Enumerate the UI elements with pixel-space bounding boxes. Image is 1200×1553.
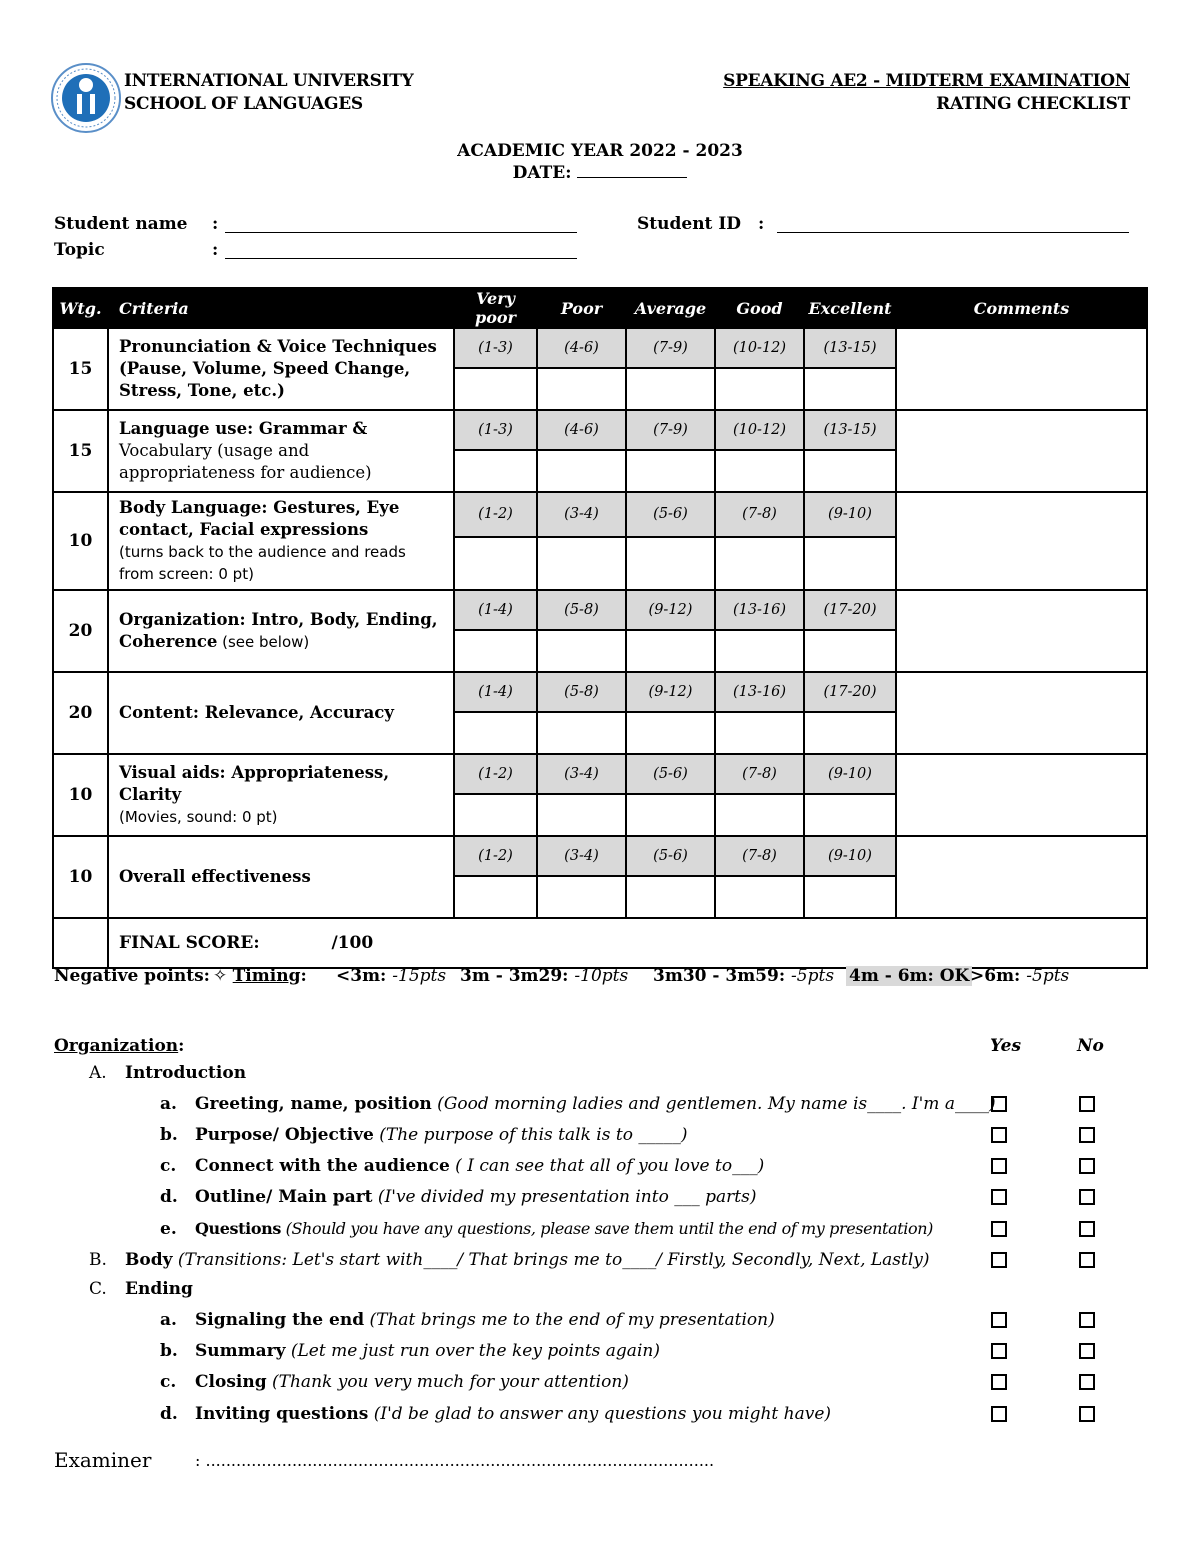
no-checkbox[interactable]	[1079, 1406, 1095, 1422]
examiner-field[interactable]: : ....................................................................................................	[195, 1451, 715, 1470]
item-label: Summary	[195, 1341, 286, 1361]
yes-checkbox[interactable]	[991, 1221, 1007, 1237]
final-score-max: /100	[331, 933, 374, 953]
organization-title-text: Organization	[54, 1036, 179, 1056]
section-b-title: Body	[125, 1250, 173, 1270]
score-cell[interactable]	[454, 630, 537, 672]
yes-checkbox[interactable]	[991, 1343, 1007, 1359]
date-label: DATE:	[512, 163, 572, 183]
student-name-label: Student name	[54, 214, 188, 234]
range-very-poor: (1-3)	[454, 328, 537, 368]
range-very-poor: (1-4)	[454, 590, 537, 630]
score-cell[interactable]	[537, 368, 626, 410]
comment-cell[interactable]	[896, 672, 1147, 754]
negative-points-label: Negative points:	[54, 966, 210, 986]
range-excellent: (9-10)	[804, 492, 896, 537]
timing-over-6m-range: >6m:	[970, 966, 1027, 986]
section-b	[125, 1250, 930, 1270]
row-weight: 20	[53, 672, 108, 754]
score-cell[interactable]	[715, 450, 804, 492]
no-checkbox[interactable]	[1079, 1189, 1095, 1205]
range-very-poor: (1-2)	[454, 754, 537, 794]
score-cell[interactable]	[626, 368, 715, 410]
student-id-colon: :	[758, 214, 765, 234]
university-logo	[50, 62, 122, 134]
item-example: ( I can see that all of you love to___)	[449, 1156, 765, 1176]
comment-cell[interactable]	[896, 410, 1147, 492]
no-checkbox[interactable]	[1079, 1221, 1095, 1237]
table-row	[53, 328, 1147, 368]
range-good: (13-16)	[715, 672, 804, 712]
no-checkbox[interactable]	[1079, 1343, 1095, 1359]
date-row	[0, 163, 1200, 183]
item-label: Greeting, name, position	[195, 1094, 432, 1114]
table-row	[53, 672, 1147, 712]
range-poor: (5-8)	[537, 672, 626, 712]
row-criteria	[108, 672, 454, 754]
section-a-title: Introduction	[125, 1063, 247, 1083]
exam-prefix: SPEAKING AE2 -	[723, 71, 886, 91]
range-average: (9-12)	[626, 672, 715, 712]
no-checkbox[interactable]	[1079, 1312, 1095, 1328]
topic-field[interactable]	[225, 258, 577, 259]
final-score-cell[interactable]	[108, 918, 1147, 968]
row-weight: 10	[53, 492, 108, 590]
criteria-note: (see below)	[217, 633, 310, 651]
score-cell[interactable]	[454, 537, 537, 590]
school-name: SCHOOL OF LANGUAGES	[124, 94, 363, 114]
range-very-poor: (1-4)	[454, 672, 537, 712]
header-criteria: Criteria	[108, 288, 454, 328]
yes-checkbox[interactable]	[991, 1158, 1007, 1174]
range-average: (5-6)	[626, 754, 715, 794]
criteria-note: (turns back to the audience and reads from screen: 0 pt)	[119, 543, 406, 583]
list-item	[195, 1094, 996, 1114]
range-excellent: (9-10)	[804, 754, 896, 794]
comment-cell[interactable]	[896, 492, 1147, 590]
score-cell[interactable]	[626, 630, 715, 672]
range-excellent: (17-20)	[804, 672, 896, 712]
item-label: Inviting questions	[195, 1404, 369, 1424]
score-cell[interactable]	[804, 537, 896, 590]
list-item	[195, 1341, 660, 1361]
comment-cell[interactable]	[896, 836, 1147, 918]
yes-checkbox[interactable]	[991, 1252, 1007, 1268]
topic-label: Topic	[54, 240, 105, 260]
score-cell[interactable]	[537, 794, 626, 836]
score-cell[interactable]	[537, 876, 626, 918]
score-cell[interactable]	[537, 630, 626, 672]
header-comments: Comments	[896, 288, 1147, 328]
item-example: (I've divided my presentation into ___ parts)	[372, 1187, 757, 1207]
row-weight: 10	[53, 754, 108, 836]
list-item	[195, 1156, 764, 1176]
score-cell[interactable]	[804, 450, 896, 492]
range-good: (7-8)	[715, 754, 804, 794]
academic-year: ACADEMIC YEAR 2022 - 2023	[457, 141, 743, 161]
list-item	[195, 1125, 687, 1145]
table-row	[53, 836, 1147, 876]
score-cell[interactable]	[626, 876, 715, 918]
score-cell[interactable]	[454, 450, 537, 492]
score-cell[interactable]	[804, 368, 896, 410]
range-average: (5-6)	[626, 836, 715, 876]
table-row	[53, 754, 1147, 794]
score-cell[interactable]	[715, 630, 804, 672]
comment-cell[interactable]	[896, 328, 1147, 410]
row-criteria	[108, 754, 454, 836]
item-letter: b.	[160, 1341, 178, 1361]
final-score-row	[53, 918, 1147, 968]
yes-checkbox[interactable]	[991, 1127, 1007, 1143]
header-good: Good	[715, 288, 804, 328]
criteria-bold: Language use: Grammar &	[119, 419, 368, 438]
score-cell[interactable]	[626, 794, 715, 836]
timing-3m	[460, 966, 628, 986]
exam-midterm: MIDTERM	[885, 71, 984, 91]
list-item	[195, 1187, 756, 1207]
yes-checkbox[interactable]	[991, 1312, 1007, 1328]
row-criteria	[108, 590, 454, 672]
header-average: Average	[626, 288, 715, 328]
examiner-label: Examiner	[54, 1448, 152, 1472]
range-poor: (5-8)	[537, 590, 626, 630]
item-letter: a.	[160, 1094, 177, 1114]
score-cell[interactable]	[454, 794, 537, 836]
no-checkbox[interactable]	[1079, 1252, 1095, 1268]
range-average: (7-9)	[626, 410, 715, 450]
score-cell[interactable]	[804, 876, 896, 918]
timing-over-6m	[970, 966, 1069, 986]
org-name: INTERNATIONAL UNIVERSITY	[124, 71, 414, 91]
item-example: (The purpose of this talk is to _____)	[373, 1125, 688, 1145]
header-excellent: Excellent	[804, 288, 896, 328]
range-excellent: (13-15)	[804, 410, 896, 450]
yes-checkbox[interactable]	[991, 1374, 1007, 1390]
range-average: (5-6)	[626, 492, 715, 537]
score-cell[interactable]	[804, 630, 896, 672]
organization-title: Organization:	[54, 1036, 185, 1056]
item-label: Questions	[195, 1219, 281, 1238]
list-item	[195, 1219, 933, 1238]
section-b-letter: B.	[89, 1250, 107, 1270]
comment-cell[interactable]	[896, 754, 1147, 836]
no-checkbox[interactable]	[1079, 1158, 1095, 1174]
exam-title	[723, 71, 1130, 91]
range-very-poor: (1-3)	[454, 410, 537, 450]
final-score-label: FINAL SCORE:	[119, 933, 260, 953]
timing-3m-range: 3m - 3m29:	[460, 966, 575, 986]
timing-3m-penalty: -10pts	[574, 966, 629, 986]
timing-under-3m	[336, 966, 446, 986]
criteria-bold: Organization: Intro, Body, Ending, Coherence	[119, 610, 438, 651]
row-criteria	[108, 410, 454, 492]
no-header: No	[1077, 1036, 1104, 1056]
yes-checkbox[interactable]	[991, 1096, 1007, 1112]
range-good: (7-8)	[715, 836, 804, 876]
header-poor: Poor	[537, 288, 626, 328]
item-example: (Thank you very much for your attention)	[266, 1372, 629, 1392]
timing-over-6m-penalty: -5pts	[1026, 966, 1070, 986]
range-average: (7-9)	[626, 328, 715, 368]
criteria-bold: Overall effectiveness	[119, 867, 311, 886]
item-label: Outline/ Main part	[195, 1187, 373, 1207]
timing-colon: :	[300, 966, 307, 986]
row-weight: 20	[53, 590, 108, 672]
timing-label	[213, 966, 307, 986]
item-letter: d.	[160, 1404, 178, 1424]
criteria-bold: Pronunciation & Voice Techniques (Pause, Volume, Speed Change, Stress, Tone, etc.)	[119, 337, 437, 400]
item-letter: c.	[160, 1156, 177, 1176]
item-example: (I'd be glad to answer any questions you might have)	[368, 1404, 832, 1424]
score-cell[interactable]	[454, 712, 537, 754]
score-cell[interactable]	[715, 876, 804, 918]
range-good: (7-8)	[715, 492, 804, 537]
row-weight: 15	[53, 410, 108, 492]
item-letter: e.	[160, 1219, 177, 1239]
range-average: (9-12)	[626, 590, 715, 630]
timing-ok	[846, 966, 972, 986]
score-cell[interactable]	[715, 712, 804, 754]
score-cell[interactable]	[715, 794, 804, 836]
item-letter: a.	[160, 1310, 177, 1330]
timing-under-3m-penalty: -15pts	[392, 966, 447, 986]
range-poor: (3-4)	[537, 754, 626, 794]
score-cell[interactable]	[537, 712, 626, 754]
row-criteria	[108, 836, 454, 918]
exam-suffix: EXAMINATION	[983, 71, 1130, 91]
header-very-poor: Very poor	[454, 288, 537, 328]
score-cell[interactable]	[715, 368, 804, 410]
score-cell[interactable]	[454, 876, 537, 918]
student-name-field[interactable]	[225, 232, 577, 233]
section-a-letter: A.	[89, 1063, 107, 1083]
table-header-row	[53, 288, 1147, 328]
student-name-colon: :	[212, 214, 219, 234]
item-label: Purpose/ Objective	[195, 1125, 374, 1145]
timing-text: Timing	[232, 966, 301, 986]
section-c-letter: C.	[89, 1279, 107, 1299]
item-label: Connect with the audience	[195, 1156, 450, 1176]
exam-subtitle: RATING CHECKLIST	[936, 94, 1130, 114]
score-cell[interactable]	[537, 450, 626, 492]
score-cell[interactable]	[804, 712, 896, 754]
row-weight: 15	[53, 328, 108, 410]
criteria-note: Vocabulary (usage and appropriateness for audience)	[119, 441, 372, 482]
score-cell[interactable]	[454, 368, 537, 410]
topic-colon: :	[212, 240, 219, 260]
item-label: Signaling the end	[195, 1310, 365, 1330]
no-checkbox[interactable]	[1079, 1127, 1095, 1143]
table-row	[53, 410, 1147, 450]
item-letter: b.	[160, 1125, 178, 1145]
section-c-title: Ending	[125, 1279, 193, 1299]
range-good: (10-12)	[715, 410, 804, 450]
range-poor: (4-6)	[537, 410, 626, 450]
list-item	[195, 1310, 775, 1330]
row-criteria	[108, 328, 454, 410]
range-poor: (3-4)	[537, 836, 626, 876]
list-item	[195, 1372, 629, 1392]
item-label: Closing	[195, 1372, 267, 1392]
diamond-icon: ✧	[213, 966, 228, 986]
item-example: (Let me just run over the key points again)	[285, 1341, 660, 1361]
student-id-field[interactable]	[777, 232, 1129, 233]
range-excellent: (9-10)	[804, 836, 896, 876]
score-cell[interactable]	[626, 712, 715, 754]
no-checkbox[interactable]	[1079, 1096, 1095, 1112]
range-poor: (4-6)	[537, 328, 626, 368]
section-b-example: (Transitions: Let's start with____/ That brings me to____/ Firstly, Secondly, Next, Lastly)	[172, 1250, 930, 1270]
timing-3m30-penalty: -5pts	[791, 966, 835, 986]
header-wtg: Wtg.	[53, 288, 108, 328]
score-cell[interactable]	[804, 794, 896, 836]
range-excellent: (17-20)	[804, 590, 896, 630]
table-row	[53, 492, 1147, 537]
date-field[interactable]	[577, 164, 687, 178]
score-cell[interactable]	[626, 537, 715, 590]
list-item	[195, 1404, 831, 1424]
timing-under-3m-range: <3m:	[336, 966, 393, 986]
item-example: (Should you have any questions, please save them until the end of my presentation)	[280, 1219, 933, 1238]
student-id-label: Student ID	[637, 214, 742, 234]
yes-header: Yes	[990, 1036, 1022, 1056]
item-letter: c.	[160, 1372, 177, 1392]
timing-3m30	[653, 966, 834, 986]
range-good: (10-12)	[715, 328, 804, 368]
range-very-poor: (1-2)	[454, 836, 537, 876]
criteria-bold: Content: Relevance, Accuracy	[119, 703, 394, 722]
table-row	[53, 590, 1147, 630]
criteria-bold: Body Language: Gestures, Eye contact, Facial expressions	[119, 498, 400, 539]
score-cell[interactable]	[715, 537, 804, 590]
range-poor: (3-4)	[537, 492, 626, 537]
range-very-poor: (1-2)	[454, 492, 537, 537]
criteria-bold: Visual aids: Appropriateness, Clarity	[119, 763, 390, 804]
no-checkbox[interactable]	[1079, 1374, 1095, 1390]
final-weight-cell	[53, 918, 108, 968]
yes-checkbox[interactable]	[991, 1189, 1007, 1205]
item-letter: d.	[160, 1187, 178, 1207]
range-good: (13-16)	[715, 590, 804, 630]
range-excellent: (13-15)	[804, 328, 896, 368]
criteria-note: (Movies, sound: 0 pt)	[119, 808, 278, 826]
timing-3m30-range: 3m30 - 3m59:	[653, 966, 792, 986]
score-cell[interactable]	[626, 450, 715, 492]
yes-checkbox[interactable]	[991, 1406, 1007, 1422]
item-example: (Good morning ladies and gentlemen. My name is____. I'm a____)	[431, 1094, 996, 1114]
score-cell[interactable]	[537, 537, 626, 590]
row-criteria	[108, 492, 454, 590]
timing-ok-highlight: 4m - 6m: OK	[846, 966, 972, 986]
item-example: (That brings me to the end of my presentation)	[364, 1310, 775, 1330]
row-weight: 10	[53, 836, 108, 918]
comment-cell[interactable]	[896, 590, 1147, 672]
rating-table	[52, 287, 1148, 969]
